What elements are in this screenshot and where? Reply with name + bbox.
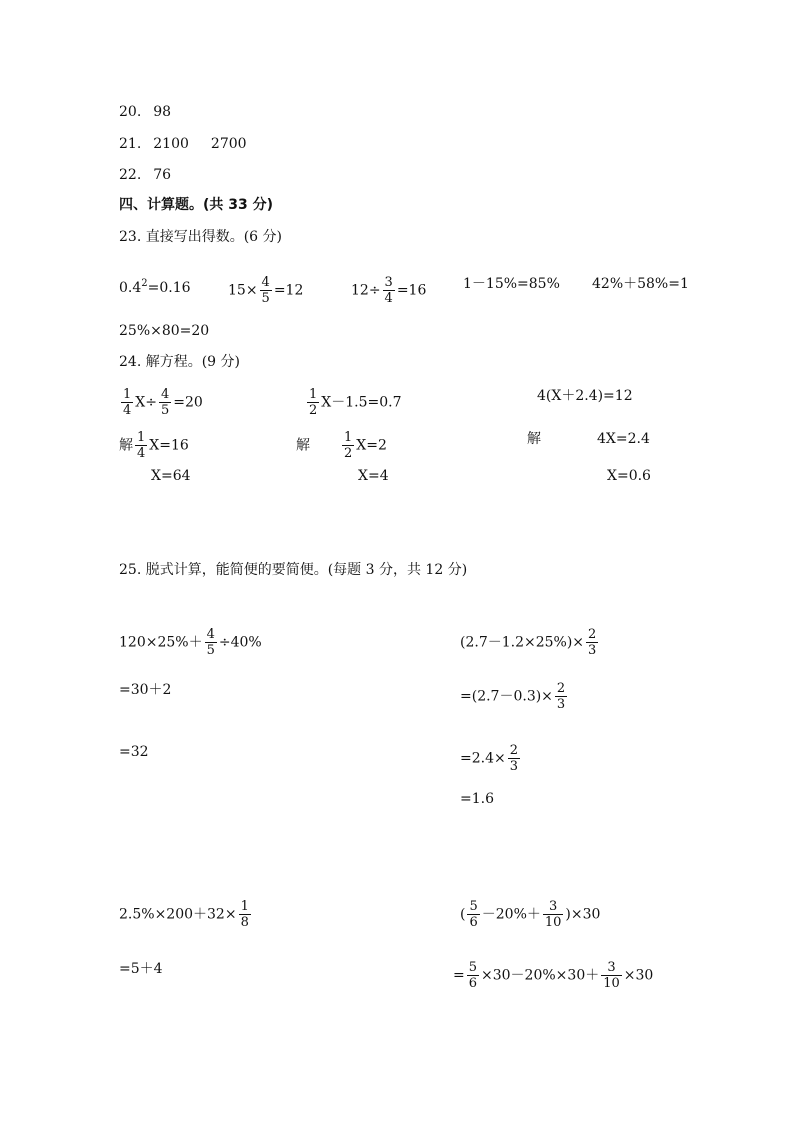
denominator: 10 — [603, 976, 620, 991]
q25-p1-step2: =32 — [119, 744, 149, 760]
numerator: 1 — [240, 899, 249, 914]
expr: )×30 — [565, 906, 601, 923]
denominator: 2 — [309, 403, 318, 418]
denominator: 10 — [544, 915, 562, 930]
result: =12 — [273, 282, 304, 299]
result: =20 — [173, 394, 203, 411]
expr: X÷ — [135, 394, 157, 411]
numerator: 1 — [344, 430, 353, 445]
denominator: 3 — [588, 643, 597, 658]
numerator: 4 — [160, 387, 170, 402]
expr: ×30－20%×30＋ — [481, 967, 600, 984]
fraction — [601, 960, 622, 991]
numerator: 3 — [384, 275, 393, 290]
paren: ( — [460, 906, 466, 923]
fraction — [205, 627, 217, 658]
fraction — [383, 275, 395, 306]
q24-eq3-step — [527, 430, 650, 448]
q24-eq2-answer: X=4 — [358, 468, 389, 484]
q23-item-4: 1－15%=85% — [463, 276, 560, 292]
q25-p4 — [460, 899, 601, 930]
fraction — [159, 387, 171, 418]
fraction — [239, 899, 251, 930]
result: =16 — [396, 282, 427, 299]
answer-value: 2100 — [153, 136, 189, 152]
fraction — [543, 899, 564, 930]
q23-item-5: 42%＋58%=1 — [592, 276, 689, 292]
denominator: 8 — [240, 915, 249, 930]
q25-p1-step1: =30＋2 — [119, 682, 172, 698]
numerator: 4 — [206, 627, 215, 642]
q24-title: 24. 解方程。(9 分) — [119, 354, 240, 370]
q25-p4-step1 — [453, 960, 654, 991]
denominator: 5 — [261, 291, 270, 306]
q25-title: 25. 脱式计算，能简便的要简便。(每题 3 分，共 12 分) — [119, 562, 468, 578]
numerator: 2 — [509, 743, 519, 758]
exponent: 2 — [141, 278, 148, 289]
expr: 4X=2.4 — [597, 431, 650, 447]
fraction — [135, 430, 147, 461]
numerator: 1 — [137, 430, 146, 445]
q25-p2-step2 — [460, 743, 522, 774]
q24-eq3-answer: X=0.6 — [607, 468, 651, 484]
fraction — [586, 627, 598, 658]
q25-p2-step1 — [460, 681, 569, 712]
denominator: 5 — [160, 403, 170, 418]
fraction — [467, 899, 479, 930]
q23-item-6: 25%×80=20 — [119, 323, 210, 339]
numerator: 3 — [543, 899, 564, 915]
q23-item-3 — [351, 275, 427, 306]
fraction — [260, 275, 272, 306]
denominator: 6 — [468, 976, 478, 991]
q24-eq2 — [305, 387, 402, 418]
expr: ÷40% — [218, 634, 262, 651]
numerator: 3 — [601, 960, 622, 976]
result: =0.16 — [147, 280, 191, 296]
denominator: 3 — [556, 697, 566, 712]
solve-label: 解 — [527, 431, 541, 447]
fraction — [555, 681, 567, 712]
expr: 2.5%×200＋32× — [119, 906, 237, 923]
denominator: 4 — [384, 291, 393, 306]
numerator: 2 — [588, 627, 597, 642]
numerator: 4 — [261, 275, 270, 290]
q23-item-2 — [228, 275, 304, 306]
answer-value: 98 — [153, 104, 172, 120]
numerator: 2 — [556, 681, 566, 696]
expr: 12÷ — [351, 282, 381, 299]
q23-title: 23. 直接写出得数。(6 分) — [119, 229, 282, 245]
expr: 15× — [228, 282, 258, 299]
fraction — [467, 960, 479, 991]
q24-eq1 — [119, 387, 203, 418]
numerator: 5 — [468, 960, 478, 975]
expr: 120×25%＋ — [119, 634, 203, 651]
denominator: 5 — [206, 643, 215, 658]
q24-eq1-answer: X=64 — [151, 468, 191, 484]
fraction — [342, 430, 354, 461]
fraction — [508, 743, 520, 774]
q25-p3 — [119, 899, 253, 930]
answer-value: 2700 — [210, 136, 247, 152]
answer-number: 20. — [119, 104, 142, 120]
q24-eq1-step — [119, 430, 189, 461]
expr: X=2 — [356, 437, 387, 454]
expr: ×30 — [623, 967, 654, 984]
numerator: 1 — [309, 387, 318, 402]
base: 0.4 — [119, 280, 142, 296]
denominator: 2 — [344, 446, 353, 461]
expr: =2.4× — [460, 750, 506, 767]
answer-number: 21. — [119, 136, 142, 152]
fraction — [121, 387, 133, 418]
numerator: 1 — [123, 387, 132, 402]
denominator: 4 — [137, 446, 146, 461]
equals: = — [453, 967, 465, 984]
q24-eq3: 4(X＋2.4)=12 — [537, 388, 633, 404]
expr: X－1.5=0.7 — [321, 394, 402, 411]
expr: =(2.7－0.3)× — [460, 688, 553, 705]
section-heading: 四、计算题。(共 33 分) — [119, 197, 274, 213]
solve-label: 解 — [119, 437, 133, 454]
denominator: 6 — [469, 915, 478, 930]
q25-p2-step3: =1.6 — [460, 791, 494, 807]
expr: X=16 — [149, 437, 189, 454]
q25-p1 — [119, 627, 262, 658]
answer-value: 76 — [153, 167, 172, 183]
answer-21 — [119, 135, 247, 153]
answer-20 — [119, 103, 171, 121]
solve-label: 解 — [296, 437, 310, 454]
answer-number: 22. — [119, 167, 142, 183]
q24-eq2-step — [296, 430, 387, 461]
q25-p2 — [460, 627, 600, 658]
expr: －20%＋ — [481, 906, 541, 923]
numerator: 5 — [469, 899, 478, 914]
q23-item-1 — [119, 275, 191, 296]
denominator: 4 — [123, 403, 132, 418]
fraction — [307, 387, 319, 418]
expr: (2.7－1.2×25%)× — [460, 634, 585, 651]
denominator: 3 — [509, 759, 519, 774]
q25-p3-step1: =5＋4 — [119, 961, 163, 977]
answer-22 — [119, 166, 171, 184]
